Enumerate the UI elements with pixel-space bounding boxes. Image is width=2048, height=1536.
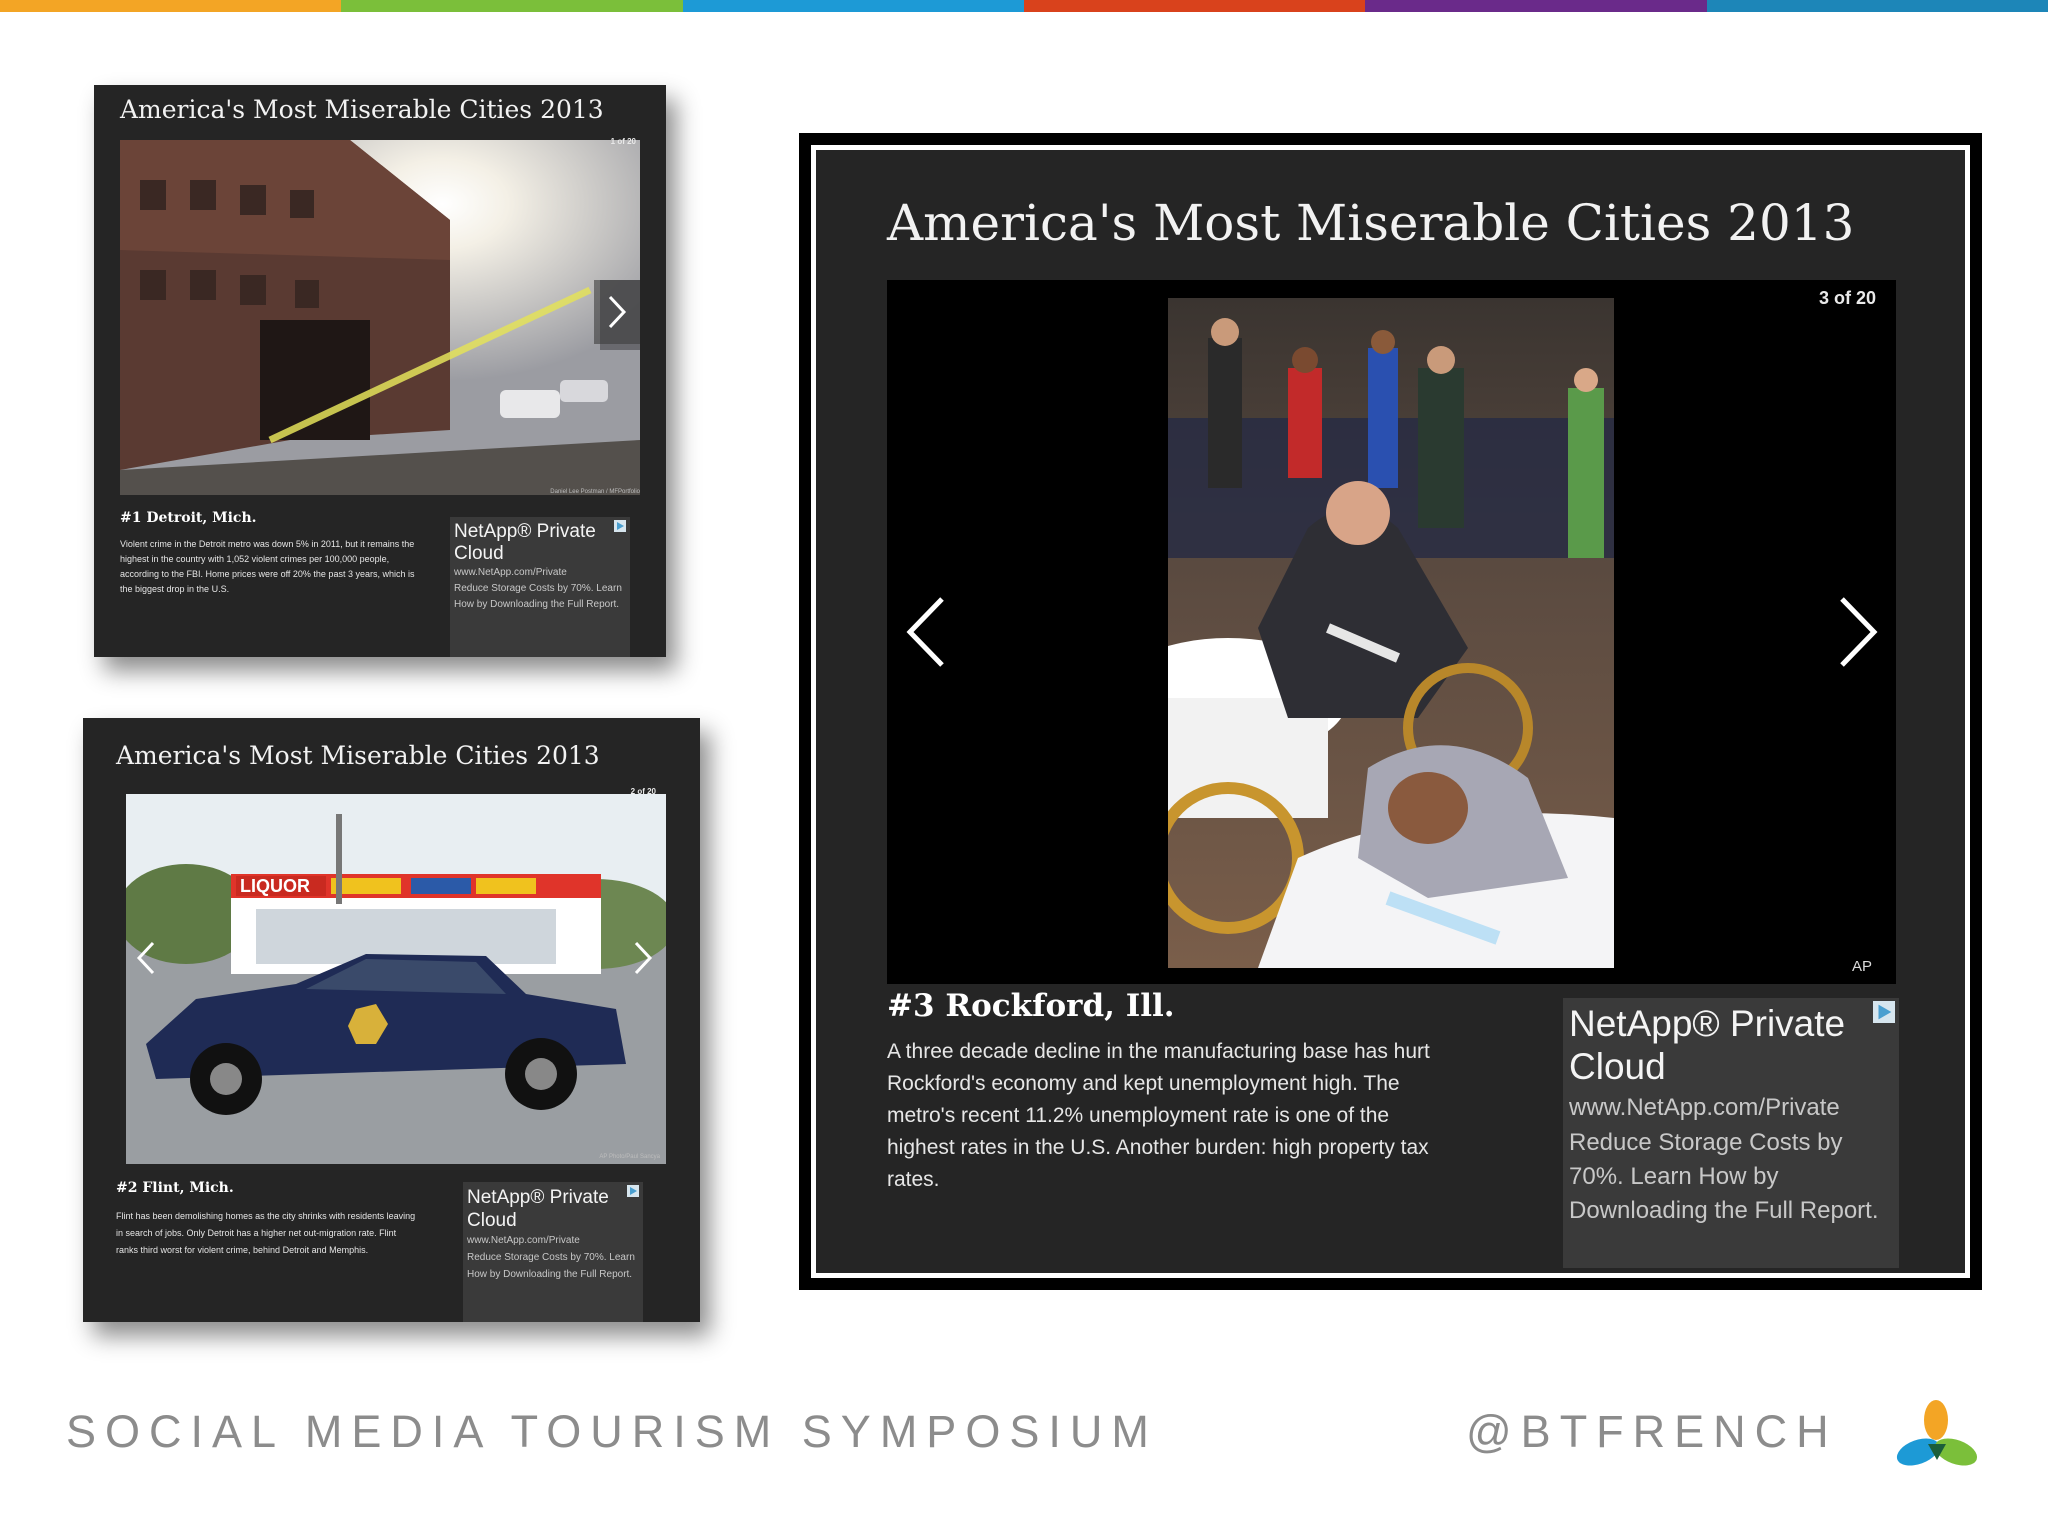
color-segment <box>683 0 1024 12</box>
sponsored-ad[interactable] <box>463 1182 643 1322</box>
color-segment <box>1365 0 1706 12</box>
ad-body: Reduce Storage Costs by 70%. Learn How by Downloading the Full Report. <box>454 583 622 610</box>
chevron-right-icon <box>632 940 654 976</box>
ad-title[interactable]: NetApp® Private Cloud <box>1569 1003 1846 1087</box>
gallery-title: America's Most Miserable Cities 2013 <box>887 194 1855 252</box>
next-arrow[interactable] <box>623 928 663 988</box>
color-segment <box>341 0 682 12</box>
slide-counter: 1 of 20 <box>610 137 636 146</box>
city-description: Flint has been demolishing homes as the city shrinks with residents leaving in search of jobs. Only Detroit has a higher net out-migration rate. Flint ranks third worst for violent crime, behind Detroit and Memphis. <box>116 1211 416 1255</box>
gallery-photo-flint <box>126 794 666 1164</box>
photo-credit: AP Photo/Paul Sancya <box>599 1154 660 1160</box>
next-arrow[interactable] <box>1833 590 1883 674</box>
footer-event-name: SOCIAL MEDIA TOURISM SYMPOSIUM <box>66 1406 1158 1457</box>
top-color-bar <box>0 0 2048 12</box>
gallery-photo-rockford <box>1168 298 1614 968</box>
svg-text:LIQUOR: LIQUOR <box>240 876 310 896</box>
adchoices-icon[interactable] <box>1873 1001 1895 1023</box>
city-heading: #2 Flint, Mich. <box>116 1180 234 1196</box>
gallery-card-detroit <box>94 85 666 657</box>
ad-body: Reduce Storage Costs by 70%. Learn How by Downloading the Full Report. <box>1569 1129 1879 1224</box>
gallery-frame <box>811 145 1970 1278</box>
gallery-card-rockford <box>799 133 1982 1290</box>
gallery-title: America's Most Miserable Cities 2013 <box>116 741 600 770</box>
city-heading: #1 Detroit, Mich. <box>120 510 257 526</box>
ad-url[interactable]: www.NetApp.com/Private <box>1569 1094 1840 1121</box>
symposium-logo <box>1888 1394 1988 1474</box>
footer-handle: @BTFRENCH <box>1466 1406 1838 1457</box>
ad-body: Reduce Storage Costs by 70%. Learn How by Downloading the Full Report. <box>467 1252 635 1280</box>
sponsored-ad[interactable] <box>450 517 630 657</box>
next-arrow[interactable] <box>594 280 640 344</box>
adchoices-icon[interactable] <box>627 1185 639 1197</box>
photo-credit: AP <box>1851 958 1872 975</box>
adchoices-icon[interactable] <box>614 520 626 532</box>
chevron-left-icon <box>906 595 946 669</box>
gallery-photo-detroit <box>120 140 640 495</box>
color-segment <box>1024 0 1365 12</box>
color-segment <box>1707 0 2048 12</box>
chevron-left-icon <box>135 940 157 976</box>
slide-counter: 3 of 20 <box>1818 288 1876 308</box>
gallery-card-flint <box>83 718 700 1322</box>
chevron-right-icon <box>606 294 628 330</box>
chevron-right-icon <box>1838 595 1878 669</box>
city-heading: #3 Rockford, Ill. <box>887 988 1175 1024</box>
slide-counter: 2 of 20 <box>630 787 656 796</box>
ad-title[interactable]: NetApp® Private Cloud <box>467 1187 609 1231</box>
ad-title[interactable]: NetApp® Private Cloud <box>454 521 596 564</box>
color-segment <box>0 0 341 12</box>
ad-url[interactable]: www.NetApp.com/Private <box>467 1235 580 1246</box>
ad-url[interactable]: www.NetApp.com/Private <box>454 567 567 578</box>
photo-viewer <box>887 280 1896 984</box>
gallery-title: America's Most Miserable Cities 2013 <box>120 95 604 124</box>
city-description: Violent crime in the Detroit metro was down 5% in 2011, but it remains the highest in the country with 1,052 violent crimes per 100,000 people, according to the FBI. Home prices were off 20% the past 3 years, which is the biggest drop in the U.S. <box>120 539 415 594</box>
prev-arrow[interactable] <box>126 928 166 988</box>
photo-credit: Daniel Lee Postman / MFPortfolio <box>550 489 640 495</box>
prev-arrow[interactable] <box>901 590 951 674</box>
sponsored-ad[interactable] <box>1563 998 1899 1268</box>
city-description: A three decade decline in the manufacturing base has hurt Rockford's economy and kept unemployment high. The metro's recent 11.2% unemployment rate is one of the highest rates in the U.S. Another burden: high property tax rates. <box>887 1040 1430 1191</box>
